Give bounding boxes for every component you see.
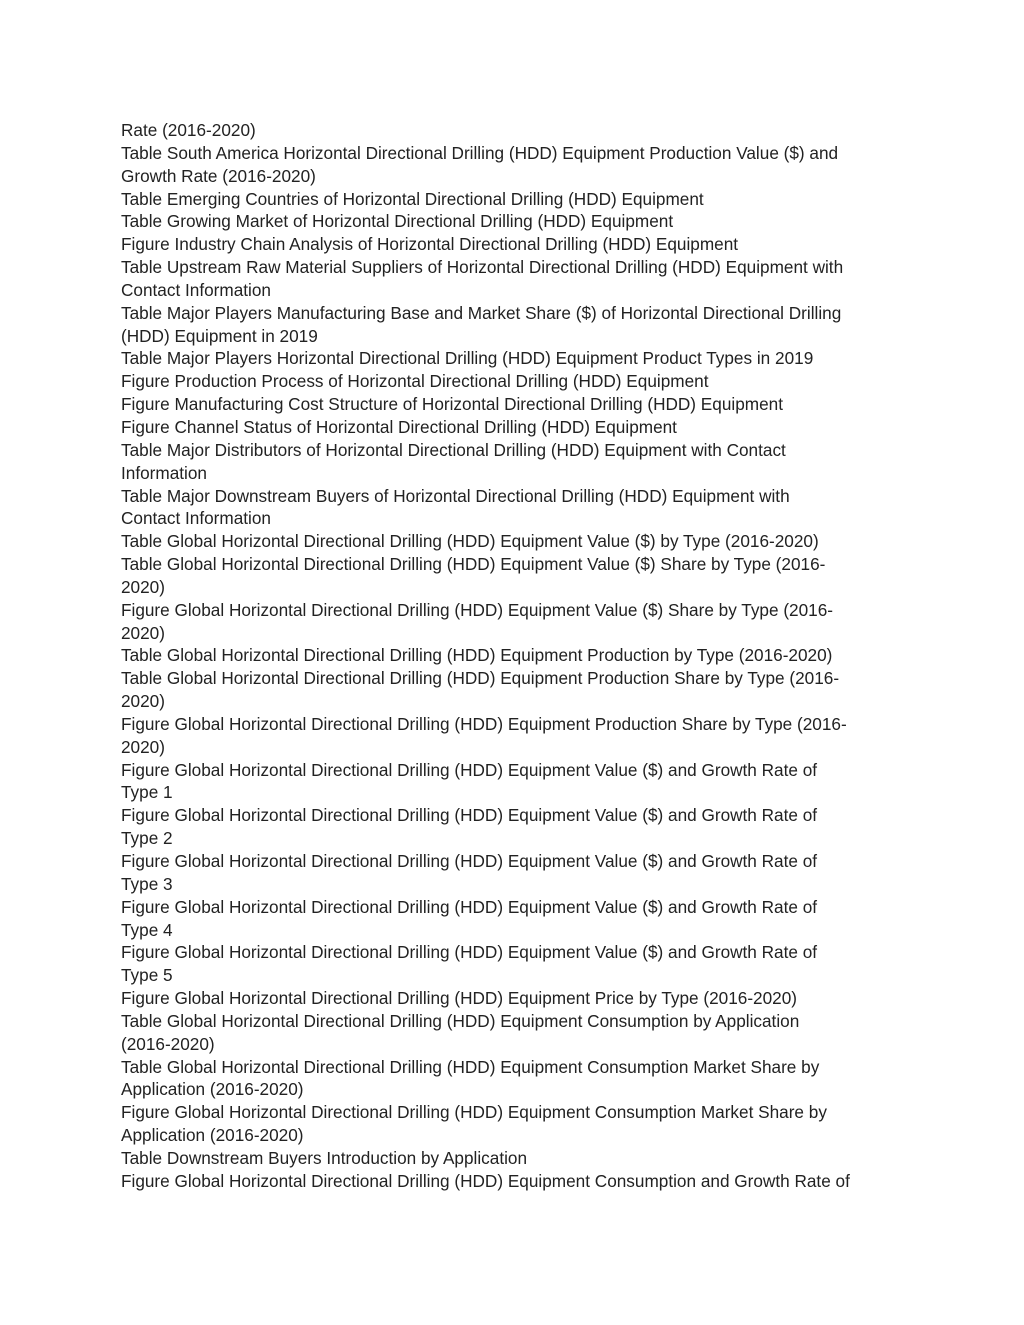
list-item-text: Figure Channel Status of Horizontal Directional Drilling (HDD) Equipment	[121, 416, 677, 437]
list-item	[121, 713, 911, 759]
list-item-text: Type 1	[121, 782, 173, 803]
list-item-text: Figure Industry Chain Analysis of Horizontal Directional Drilling (HDD) Equipment	[121, 234, 739, 255]
list-item	[121, 370, 911, 393]
list-item	[121, 1056, 911, 1102]
list-item-text: Table Major Players Manufacturing Base and Market Share ($) of Horizontal Directional Drilling	[121, 302, 842, 323]
list-item-text: Figure Global Horizontal Directional Drilling (HDD) Equipment Production Share by Type (2016-	[121, 713, 847, 734]
list-item-text: Application (2016-2020)	[121, 1125, 304, 1146]
list-item	[121, 416, 911, 439]
list-item	[121, 347, 911, 370]
list-item	[121, 599, 911, 645]
list-item-text: Table Global Horizontal Directional Drilling (HDD) Equipment Value ($) Share by Type (2016-	[121, 554, 826, 575]
list-item-text: Table Major Downstream Buyers of Horizontal Directional Drilling (HDD) Equipment with	[121, 485, 790, 506]
list-item	[121, 188, 911, 211]
list-item	[121, 210, 911, 233]
list-item-text: 2020)	[121, 736, 165, 757]
list-item	[121, 667, 911, 713]
list-item	[121, 233, 911, 256]
list-item	[121, 1147, 911, 1170]
list-item	[121, 142, 911, 188]
list-item	[121, 439, 911, 485]
list-item	[121, 485, 911, 531]
list-item-text: Table Upstream Raw Material Suppliers of Horizontal Directional Drilling (HDD) Equipment with	[121, 257, 844, 278]
list-item-text: Type 2	[121, 828, 173, 849]
list-item-text: Type 3	[121, 873, 173, 894]
list-item-text: Contact Information	[121, 508, 271, 529]
list-item-text: Figure Global Horizontal Directional Drilling (HDD) Equipment Consumption and Growth Rate of	[121, 1170, 850, 1191]
list-item-text: Table Global Horizontal Directional Drilling (HDD) Equipment Production by Type (2016-2020)	[121, 645, 833, 666]
list-item	[121, 530, 911, 553]
list-item-text: Figure Global Horizontal Directional Drilling (HDD) Equipment Value ($) and Growth Rate of	[121, 851, 818, 871]
list-item-text: (2016-2020)	[121, 1033, 215, 1054]
list-item-text: Table Growing Market of Horizontal Directional Drilling (HDD) Equipment	[121, 211, 674, 232]
list-item	[121, 393, 911, 416]
list-item-text: Figure Global Horizontal Directional Drilling (HDD) Equipment Value ($) and Growth Rate of	[121, 805, 818, 826]
list-item	[121, 896, 911, 942]
list-item	[121, 119, 911, 142]
list-item-text: Type 4	[121, 919, 173, 940]
list-item	[121, 987, 911, 1010]
list-item	[121, 941, 911, 987]
list-item	[121, 850, 911, 896]
list-item-text: 2020)	[121, 622, 165, 643]
list-item-text: Table Global Horizontal Directional Drilling (HDD) Equipment Consumption Market Share by	[121, 1056, 820, 1077]
list-item-text: (HDD) Equipment in 2019	[121, 325, 318, 346]
list-item	[121, 644, 911, 667]
list-item-text: Figure Global Horizontal Directional Drilling (HDD) Equipment Value ($) Share by Type (2016-	[121, 599, 833, 620]
list-item-text: 2020)	[121, 691, 165, 712]
list-item-text: Figure Production Process of Horizontal Directional Drilling (HDD) Equipment	[121, 371, 709, 392]
list-item	[121, 1101, 911, 1147]
list-item-text: Application (2016-2020)	[121, 1079, 304, 1100]
list-item-text: Table Emerging Countries of Horizontal Directional Drilling (HDD) Equipment	[121, 188, 704, 209]
list-item-text: Type 5	[121, 965, 173, 986]
list-item	[121, 759, 911, 805]
list-item-text: Table Downstream Buyers Introduction by Application	[121, 1147, 528, 1168]
list-item-text: Growth Rate (2016-2020)	[121, 165, 316, 186]
list-item-text: Information	[121, 462, 207, 483]
list-item	[121, 256, 911, 302]
list-item-text: Figure Global Horizontal Directional Drilling (HDD) Equipment Value ($) and Growth Rate of	[121, 896, 818, 917]
list-item-text: Figure Global Horizontal Directional Drilling (HDD) Equipment Value ($) and Growth Rate of	[121, 942, 818, 963]
list-item-text: Table South America Horizontal Directional Drilling (HDD) Equipment Production Value ($) and	[121, 142, 839, 163]
list-item-text: Figure Global Horizontal Directional Drilling (HDD) Equipment Price by Type (2016-2020)	[121, 988, 798, 1009]
list-item-text: Table Major Distributors of Horizontal Directional Drilling (HDD) Equipment with Contact	[121, 439, 786, 460]
list-item-text: Table Global Horizontal Directional Drilling (HDD) Equipment Consumption by Application	[121, 1010, 800, 1031]
list-item-text: Figure Manufacturing Cost Structure of Horizontal Directional Drilling (HDD) Equipment	[121, 394, 783, 415]
list-item-text: Table Global Horizontal Directional Drilling (HDD) Equipment Production Share by Type (2016-	[121, 668, 840, 689]
list-of-tables-and-figures	[121, 119, 911, 1193]
list-item-text: Rate (2016-2020)	[121, 120, 256, 140]
list-item	[121, 553, 911, 599]
list-item-text: 2020)	[121, 576, 165, 597]
list-item	[121, 804, 911, 850]
list-item	[121, 302, 911, 348]
list-item-text: Table Major Players Horizontal Directional Drilling (HDD) Equipment Product Types in 2019	[121, 348, 814, 369]
list-item-text: Contact Information	[121, 279, 271, 300]
list-item-text: Figure Global Horizontal Directional Drilling (HDD) Equipment Consumption Market Share by	[121, 1102, 827, 1123]
list-item	[121, 1170, 911, 1193]
list-item	[121, 1010, 911, 1056]
list-item-text: Table Global Horizontal Directional Drilling (HDD) Equipment Value ($) by Type (2016-2020)	[121, 531, 819, 552]
list-item-text: Figure Global Horizontal Directional Drilling (HDD) Equipment Value ($) and Growth Rate of	[121, 759, 818, 780]
